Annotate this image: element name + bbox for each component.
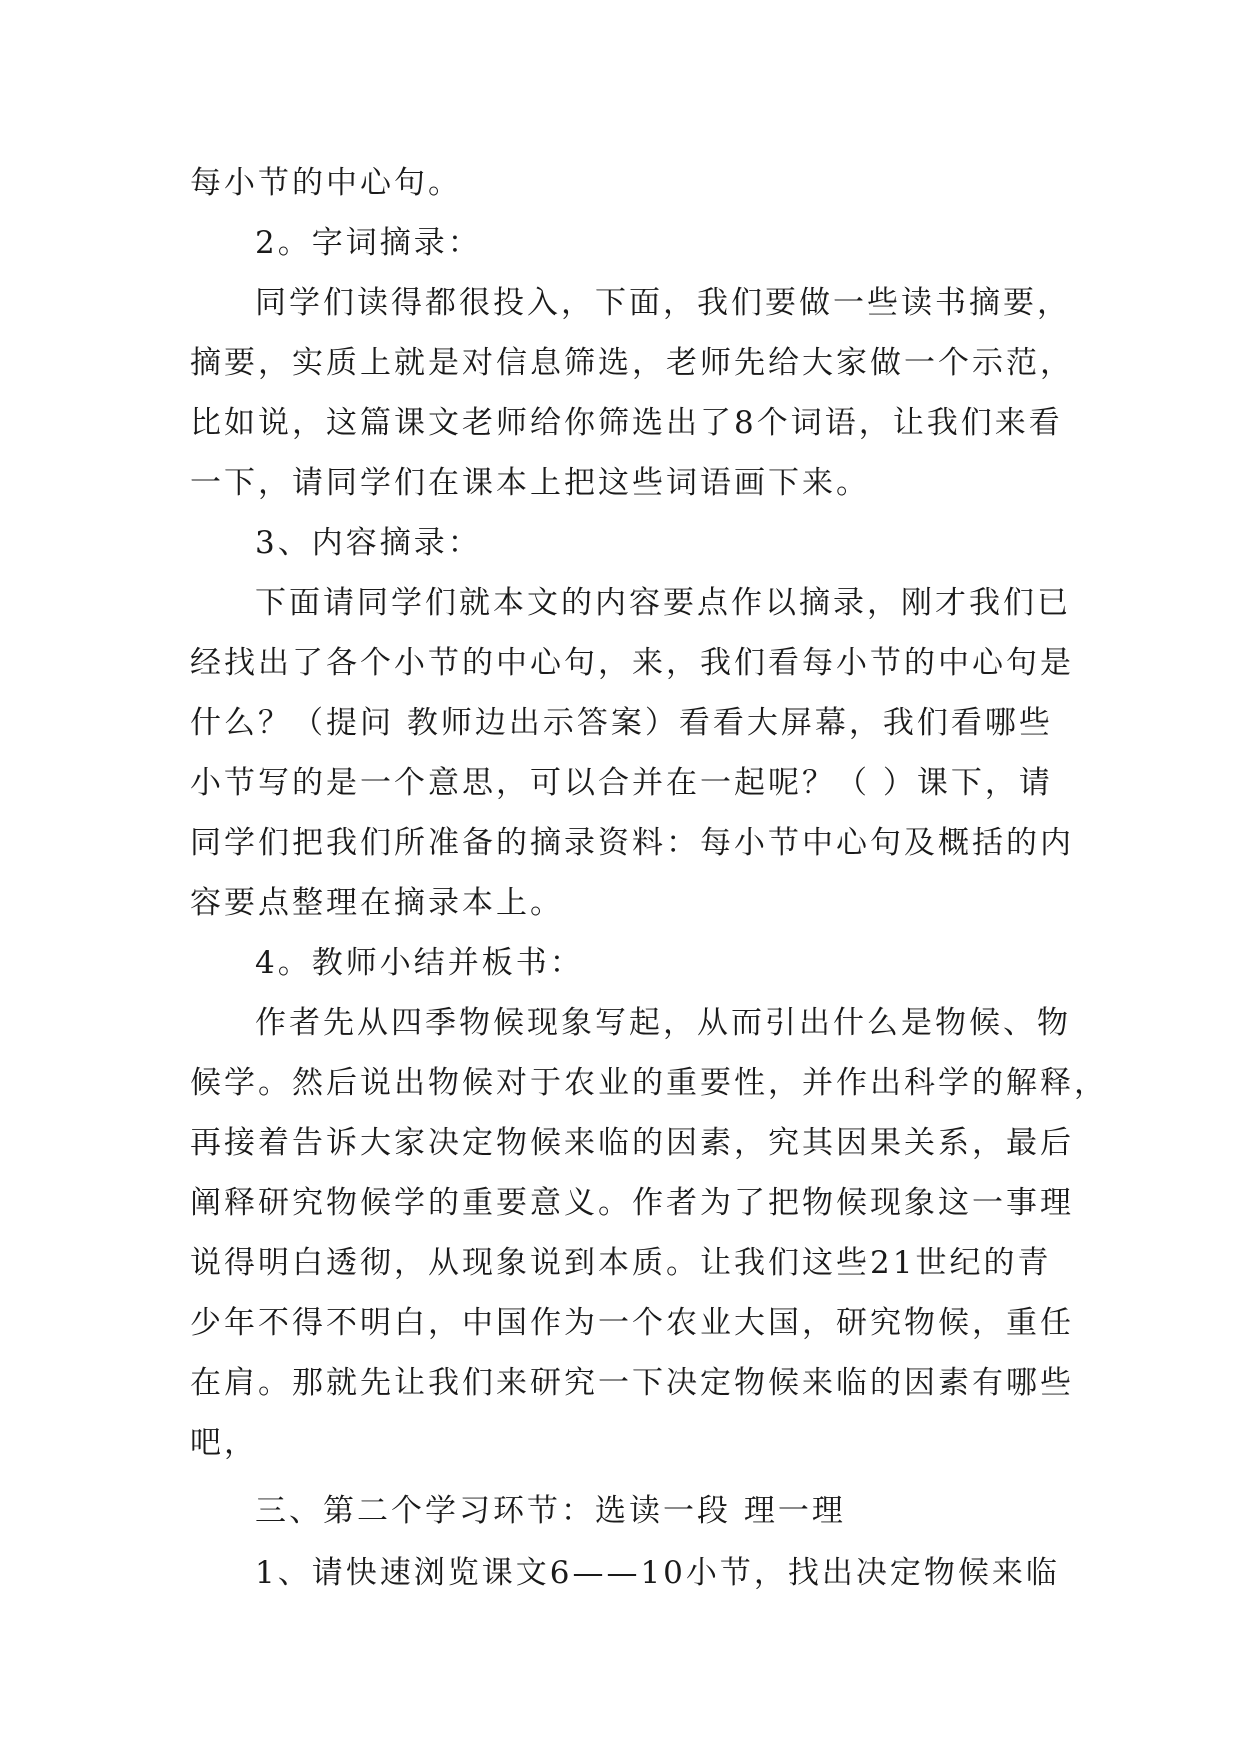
text-line: 再接着告诉大家决定物候来临的因素，究其因果关系，最后 — [190, 1125, 1074, 1161]
text-line: 比如说，这篇课文老师给你筛选出了8个词语，让我们来看 — [190, 405, 1063, 441]
section-heading: 三、第二个学习环节：选读一段 理一理 — [255, 1493, 846, 1529]
text-line: 1、请快速浏览课文6——10小节，找出决定物候来临 — [255, 1555, 1060, 1591]
section-heading: 2。字词摘录： — [255, 225, 482, 261]
text-line: 同学们把我们所准备的摘录资料：每小节中心句及概括的内 — [190, 825, 1074, 861]
text-line: 摘要，实质上就是对信息筛选，老师先给大家做一个示范， — [190, 345, 1074, 381]
text-line: 下面请同学们就本文的内容要点作以摘录，刚才我们已 — [255, 585, 1071, 621]
text-line: 一下，请同学们在课本上把这些词语画下来。 — [190, 465, 870, 501]
section-heading: 3、内容摘录： — [255, 525, 482, 561]
text-line: 经找出了各个小节的中心句，来，我们看每小节的中心句是 — [190, 645, 1074, 681]
text-line: 阐释研究物候学的重要意义。作者为了把物候现象这一事理 — [190, 1185, 1074, 1221]
text-line: 什么？（提问 教师边出示答案）看看大屏幕，我们看哪些 — [190, 705, 1053, 741]
text-line: 吧， — [190, 1425, 258, 1461]
text-line: 在肩。那就先让我们来研究一下决定物候来临的因素有哪些 — [190, 1365, 1074, 1401]
text-line: 作者先从四季物候现象写起，从而引出什么是物候、物 — [255, 1005, 1071, 1041]
text-line: 容要点整理在摘录本上。 — [190, 885, 564, 921]
section-heading: 4。教师小结并板书： — [255, 945, 584, 981]
text-line: 说得明白透彻，从现象说到本质。让我们这些21世纪的青 — [190, 1245, 1052, 1281]
text-line: 每小节的中心句。 — [190, 165, 462, 201]
text-line: 同学们读得都很投入，下面，我们要做一些读书摘要， — [255, 285, 1071, 321]
text-line: 候学。然后说出物候对于农业的重要性，并作出科学的解释， — [190, 1065, 1108, 1101]
text-line: 少年不得不明白，中国作为一个农业大国，研究物候，重任 — [190, 1305, 1074, 1341]
text-line: 小节写的是一个意思，可以合并在一起呢？（ ）课下，请 — [190, 765, 1053, 801]
